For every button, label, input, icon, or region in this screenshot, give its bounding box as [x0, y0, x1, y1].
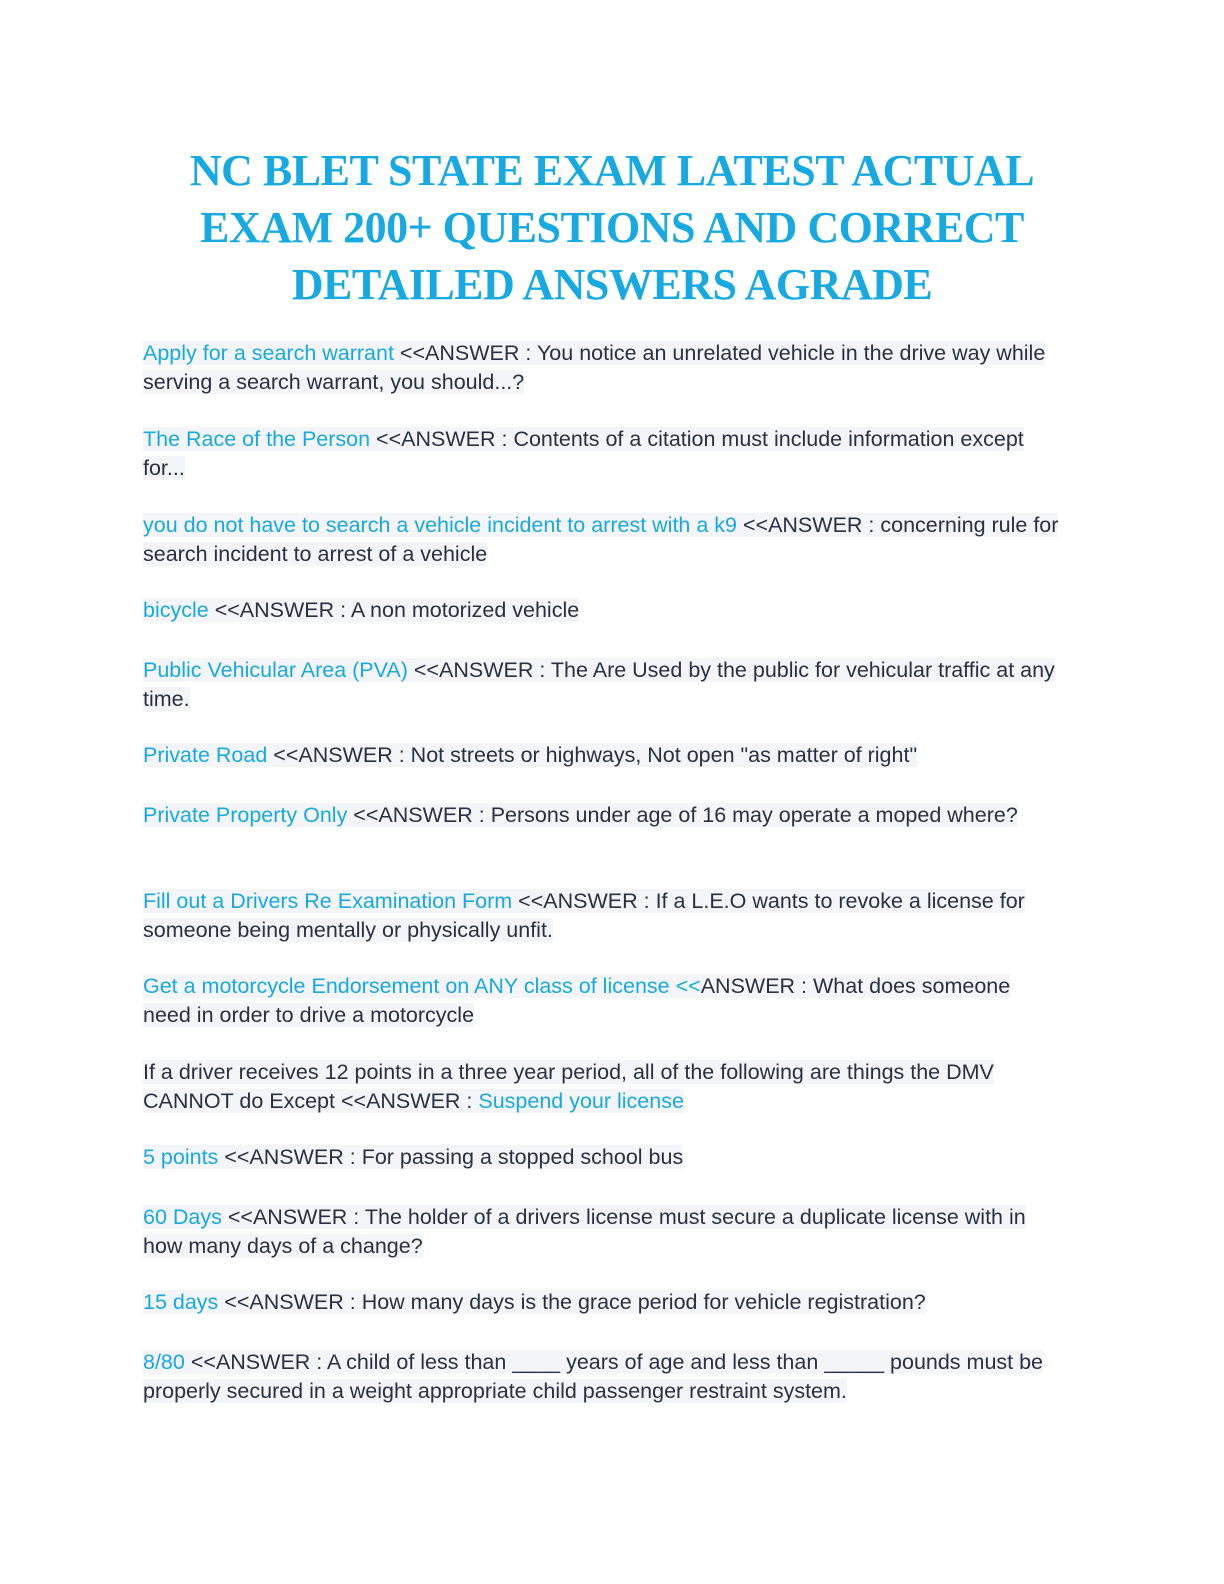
answer-separator: <<ANSWER :	[267, 743, 411, 767]
entry-text	[143, 1205, 1026, 1258]
qa-entry	[143, 511, 1063, 568]
entry-text	[143, 513, 1058, 566]
qa-entry	[143, 339, 1063, 396]
answer-separator: <<ANSWER :	[347, 803, 491, 827]
qa-entry	[143, 596, 1063, 625]
entry-text	[143, 1145, 683, 1169]
answer-separator: <<ANSWER :	[736, 513, 881, 537]
entry-text	[143, 1060, 994, 1113]
answer-separator: ANSWER :	[700, 974, 813, 998]
answer-text: 60 Days	[143, 1205, 222, 1229]
question-text: The holder of a drivers license must secure a duplicate license with in how many days of a change?	[143, 1205, 1026, 1258]
answer-text: bicycle	[143, 598, 209, 622]
answer-text: 15 days	[143, 1290, 219, 1314]
entry-text	[143, 341, 1045, 394]
question-text: You notice an unrelated vehicle in the drive way while serving a search warrant, you should...?	[143, 341, 1046, 394]
qa-entry	[143, 1203, 1063, 1260]
answer-separator: <<ANSWER :	[208, 598, 351, 622]
answer-text: The Race of the Person	[143, 427, 371, 451]
answer-separator: <<ANSWER :	[221, 1205, 365, 1229]
entry-text	[143, 427, 1024, 480]
answer-text: Suspend your license	[478, 1088, 684, 1113]
question-text: Not streets or highways, Not open "as matter of right"	[410, 743, 918, 767]
qa-entry	[143, 801, 1063, 830]
entry-text	[143, 743, 917, 767]
answer-text: you do not have to search a vehicle incident to arrest with a k9	[143, 513, 737, 537]
question-text: If a driver receives 12 points in a three year period, all of the following are things the DMV CANNOT do Except <<ANSWER :	[143, 1060, 994, 1113]
answer-separator: <<ANSWER :	[370, 427, 514, 451]
answer-text: Private Property Only	[143, 803, 348, 827]
answer-separator: <<ANSWER :	[184, 1350, 328, 1374]
answer-text: Public Vehicular Area (PVA)	[143, 658, 408, 682]
entry-text	[143, 803, 1018, 827]
qa-entry	[143, 887, 1063, 944]
answer-separator: <<ANSWER :	[512, 889, 656, 913]
qa-entry	[143, 1288, 1063, 1317]
qa-entry	[143, 656, 1063, 713]
document-title: NC BLET STATE EXAM LATEST ACTUAL EXAM 200+ QUESTIONS AND CORRECT DETAILED ANSWERS AGRADE	[189, 146, 1035, 309]
entry-text	[143, 1290, 926, 1314]
question-text: What does someone need in order to drive a motorcycle	[143, 974, 1011, 1027]
answer-text: Fill out a Drivers Re Examination Form	[143, 889, 513, 913]
answer-separator: <<ANSWER :	[218, 1290, 362, 1314]
answer-text: 5 points	[143, 1145, 219, 1169]
entry-text	[143, 889, 1025, 942]
answer-text: Private Road	[143, 743, 268, 767]
qa-entry	[143, 741, 1063, 770]
answer-text: 8/80	[143, 1350, 185, 1374]
question-text: Persons under age of 16 may operate a moped where?	[490, 803, 1018, 827]
question-text: A child of less than ____ years of age and less than _____ pounds must be properly secured in a weight appropriate child passenger restraint system.	[143, 1350, 1044, 1403]
qa-entry	[143, 1058, 1063, 1115]
entry-text	[143, 658, 1055, 711]
question-text: If a L.E.O wants to revoke a license for someone being mentally or physically unfit.	[143, 889, 1025, 942]
question-text: concerning rule for search incident to arrest of a vehicle	[143, 513, 1059, 566]
entry-text	[143, 1350, 1043, 1403]
question-text: The Are Used by the public for vehicular traffic at any time.	[143, 658, 1055, 711]
answer-separator: <<ANSWER :	[407, 658, 551, 682]
question-text: A non motorized vehicle	[350, 598, 580, 622]
qa-entry	[143, 972, 1063, 1029]
question-text: How many days is the grace period for vehicle registration?	[361, 1290, 926, 1314]
question-text: Contents of a citation must include information except for...	[143, 427, 1024, 480]
qa-entry	[143, 1348, 1063, 1405]
answer-text: Get a motorcycle Endorsement on ANY class of license <<	[143, 974, 701, 998]
answer-text: Apply for a search warrant	[143, 341, 394, 365]
entry-text	[143, 598, 579, 622]
answer-separator: <<ANSWER :	[218, 1145, 362, 1169]
qa-entry	[143, 1143, 1063, 1172]
question-text: For passing a stopped school bus	[361, 1145, 684, 1169]
answer-separator: <<ANSWER :	[393, 341, 537, 365]
entry-text	[143, 974, 1010, 1027]
qa-entry	[143, 425, 1063, 482]
